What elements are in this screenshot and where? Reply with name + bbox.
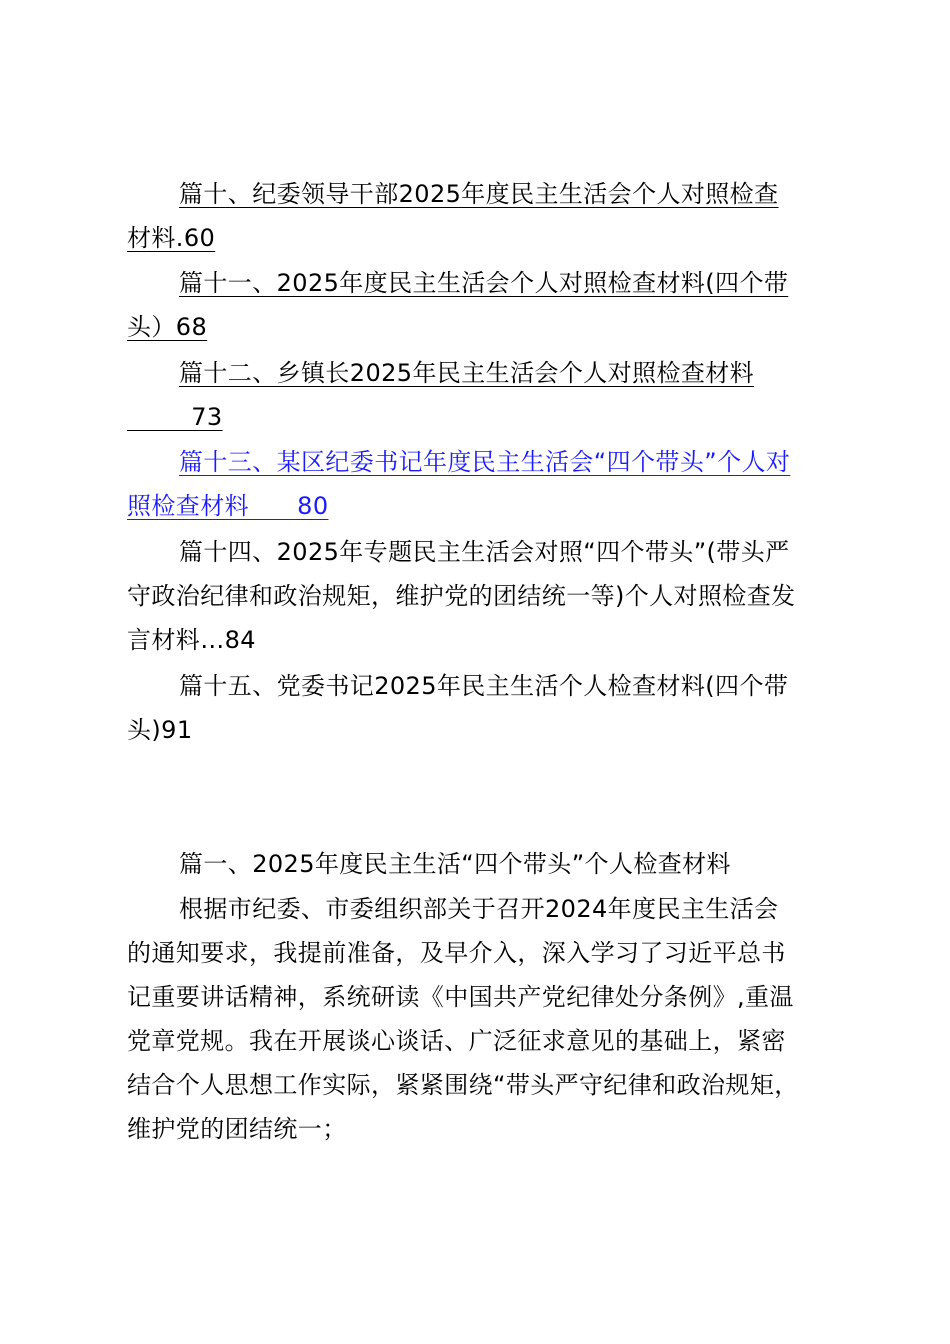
body-paragraph bbox=[127, 887, 827, 1151]
toc-entry-link[interactable]: 篇十三、某区纪委书记年度民主生活会“四个带头”个人对 bbox=[179, 448, 791, 476]
toc-entry-text: 篇十五、党委书记2025年民主生活个人检查材料(四个带 bbox=[179, 672, 789, 700]
toc-entry-12[interactable] bbox=[127, 351, 827, 439]
paragraph-line: 党章党规。我在开展谈心谈话、广泛征求意见的基础上，紧密 bbox=[127, 1027, 786, 1055]
toc-entry-13[interactable] bbox=[127, 440, 827, 528]
toc-entry-text[interactable]: 材料.60 bbox=[127, 224, 216, 252]
toc-entry-10[interactable] bbox=[127, 172, 827, 260]
toc-entry-text[interactable]: 篇十、纪委领导干部2025年度民主生活会个人对照检查 bbox=[179, 180, 779, 208]
toc-entry-text[interactable]: 头）68 bbox=[127, 313, 208, 341]
toc-entry-text: 篇十四、2025年专题民主生活会对照“四个带头”(带头严 bbox=[179, 538, 790, 566]
toc-entry-15 bbox=[127, 664, 827, 752]
paragraph-line: 的通知要求，我提前准备，及早介入，深入学习了习近平总书 bbox=[127, 939, 786, 967]
paragraph-line: 结合个人思想工作实际，紧紧围绕“带头严守纪律和政治规矩， bbox=[127, 1071, 799, 1099]
toc-entry-14 bbox=[127, 530, 827, 662]
toc-entry-text[interactable]: 73 bbox=[127, 403, 223, 431]
toc-entry-text: 守政治纪律和政治规矩，维护党的团结统一等)个人对照检查发 bbox=[127, 582, 796, 610]
toc-entry-link[interactable]: 照检查材料 80 bbox=[127, 492, 329, 520]
paragraph-line: 记重要讲话精神，系统研读《中国共产党纪律处分条例》,重温 bbox=[127, 983, 794, 1011]
toc-entry-text: 头)91 bbox=[127, 716, 193, 744]
paragraph-line: 根据市纪委、市委组织部关于召开2024年度民主生活会 bbox=[179, 895, 779, 923]
heading-text: 篇一、2025年度民主生活“四个带头”个人检查材料 bbox=[179, 850, 731, 878]
section-heading bbox=[127, 842, 827, 886]
toc-entry-text: 言材料…84 bbox=[127, 626, 256, 654]
paragraph-line: 维护党的团结统一； bbox=[127, 1115, 347, 1143]
toc-entry-11[interactable] bbox=[127, 261, 827, 349]
toc-entry-text[interactable]: 篇十二、乡镇长2025年民主生活会个人对照检查材料 bbox=[179, 359, 755, 387]
toc-entry-text[interactable]: 篇十一、2025年度民主生活会个人对照检查材料(四个带 bbox=[179, 269, 789, 297]
